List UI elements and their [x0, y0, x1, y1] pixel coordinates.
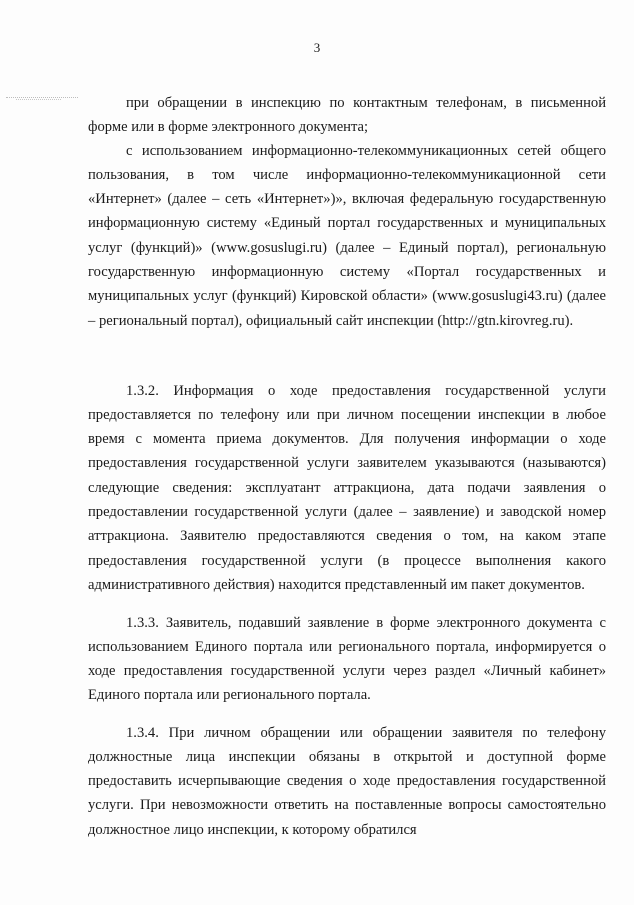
paragraph-internet-portals: с использованием информационно-телекоммуникационных сетей общего пользования, в том числе информационно-телекоммуникационной сети «Интернет» (далее – сеть «Интернет»)», включая федеральную государственную информационную систему «Единый портал государственных и муниципальных услуг (функций)» (www.gosuslugi.ru) (далее – Единый портал), региональную государственную информационную систему «Портал государственных и муниципальных услуг (функций) Кировской области» (www.gosuslugi43.ru) (далее – региональный портал), официальный сайт инспекции (http://gtn.kirovreg.ru). — [88, 142, 606, 329]
paragraph-1-3-4: 1.3.4. При личном обращении или обращении заявителя по телефону должностные лица инспекции обязаны в открытой и доступной форме предоставить исчерпывающие сведения о ходе предоставления государственной услуги. При невозможности ответить на поставленные вопросы самостоятельно должностное лицо инспекции, к которому обратился — [88, 724, 606, 838]
paragraph-contact-methods: при обращении в инспекцию по контактным телефонам, в письменной форме или в форме электронного документа; — [88, 94, 606, 135]
scan-artifact-mark — [6, 97, 78, 102]
page-number: 3 — [313, 40, 321, 55]
paragraph-1-3-3: 1.3.3. Заявитель, подавший заявление в форме электронного документа с использованием Единого портала или регионального портала, информируется о ходе предоставления государственной услуги через раздел «Личный кабинет» Единого портала или регионального портала. — [88, 614, 606, 704]
paragraph-1-3-2: 1.3.2. Информация о ходе предоставления государственной услуги предоставляется по телефону или при личном посещении инспекции в любое время с момента приема документов. Для получения информации о ходе предоставления государственной услуги заявителем указываются (называются) следующие сведения: эксплуатант аттракциона, дата подачи заявления о предоставлении государственной услуги (далее – заявление) и заводской номер аттракциона. Заявителю предоставляются сведения о том, на каком этапе предоставления государственной услуги (в процессе выполнения какого административного действия) находится представленный им пакет документов. — [88, 382, 606, 593]
